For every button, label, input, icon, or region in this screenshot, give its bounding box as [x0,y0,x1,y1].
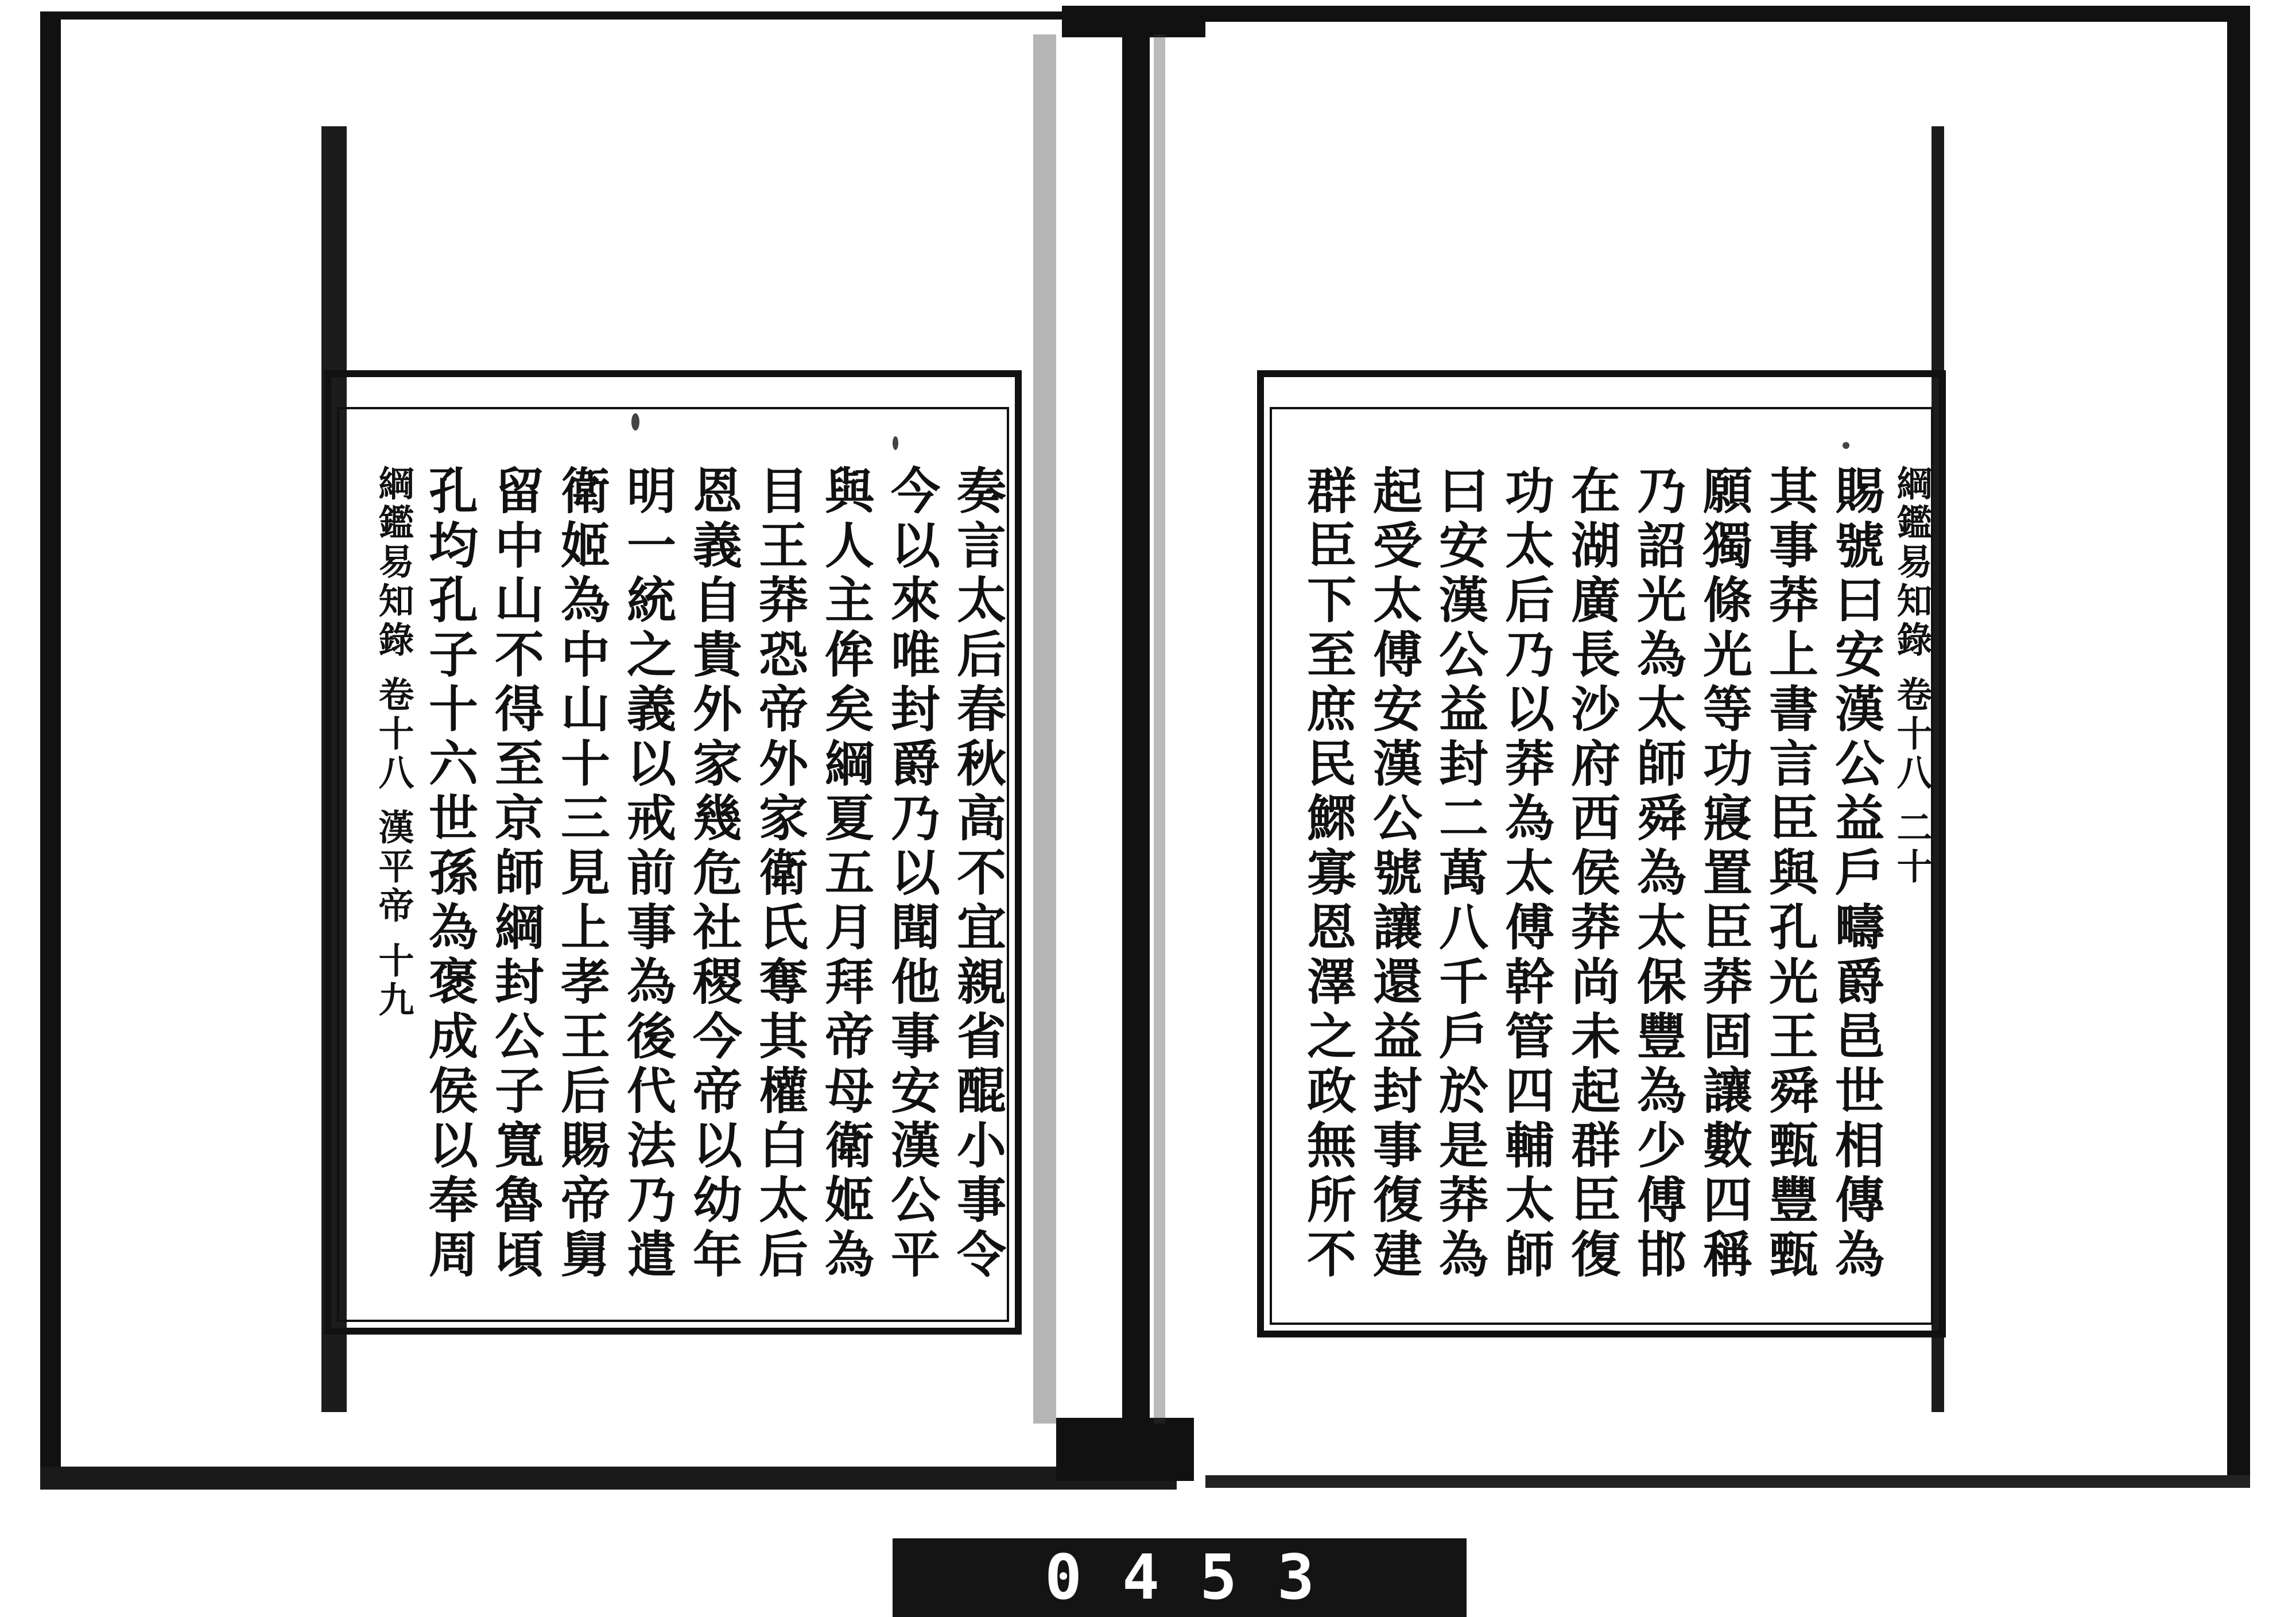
text-column: 賜號曰安漢公益戶疇爵邑世相傳為 [1826,465,1884,1283]
page-fold-shadow-right [1154,34,1165,1424]
scan-serial-number: 0453 [1044,1542,1355,1614]
text-column: 在湖廣長沙府西侯莽尚未起群臣復 [1562,465,1620,1283]
text-column: 群臣下至庶民鰥寡恩澤之政無所不 [1298,465,1356,1283]
text-column: 曰安漢公益封二萬八千戶於是莽為 [1430,465,1488,1283]
text-column: 功太后乃以莽為太傅幹管四輔太師 [1496,465,1554,1283]
binding-clip-top [1062,6,1205,37]
text-column: 孔均孔子十六世孫為褒成侯以奉周 [420,465,478,1283]
page-margin-title: 綱鑑易知錄 卷十八 二十 [1891,465,1933,887]
text-column: 願獨條光等功寢置臣莽固讓數四稱 [1694,465,1752,1283]
page-margin-title: 綱鑑易知錄 卷十八 漢平帝 十九 [373,465,414,1020]
page-fold-shadow-left [1033,34,1056,1424]
text-column: 目王莽恐帝外家衛氏奪其權白太后 [750,465,808,1283]
text-column: 與人主侔矣綱夏五月拜帝母衛姬為 [816,465,874,1283]
scan-border-bottom-right [1205,1475,2250,1488]
text-column: 恩義自貴外家幾危社稷今帝以幼年 [684,465,742,1283]
scan-border-top-right [1068,6,2250,22]
scan-border-bottom-left [40,1467,1177,1490]
left-page-text [339,465,1010,1326]
scan-border-right [2227,11,2250,1487]
text-column: 今以來唯封爵乃以聞他事安漢公平 [882,465,940,1283]
book-spine [1122,34,1150,1452]
scan-border-left [40,11,61,1487]
text-column: 明一統之義以戒前事為後代法乃遣 [618,465,676,1283]
text-column: 起受太傅安漢公號讓還益封事復建 [1364,465,1422,1283]
right-page-text [1263,465,1934,1326]
scan-border-top-left [40,11,1073,20]
text-column: 留中山不得至京師綱封公子寬魯頃 [486,465,544,1283]
text-column: 衛姬為中山十三見上孝王后賜帝舅 [552,465,610,1283]
text-column: 其事莽上書言臣與孔光王舜甄豐甄 [1760,465,1818,1283]
text-column: 奏言太后春秋高不宜親省醌小事令 [948,465,1006,1283]
text-column: 乃詔光為太師舜為太保豐為少傅邯 [1628,465,1686,1283]
binding-clip-bottom [1056,1418,1194,1481]
scan-serial-plate [893,1538,1467,1617]
